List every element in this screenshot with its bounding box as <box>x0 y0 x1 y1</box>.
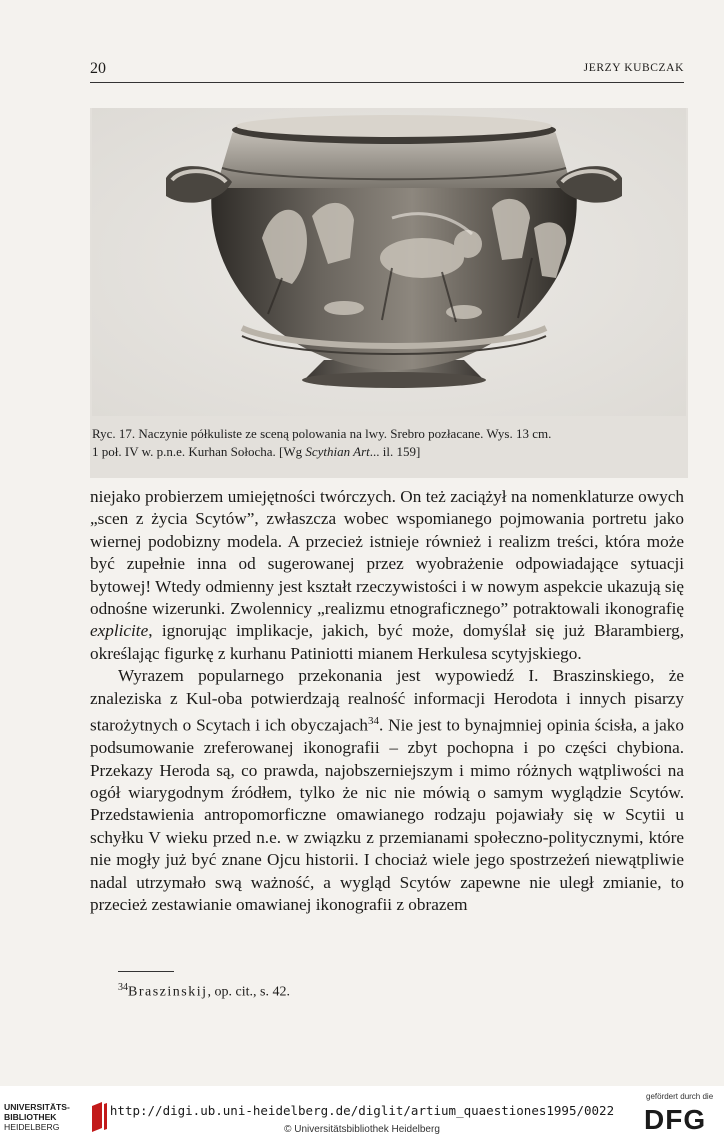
logo-text: HEIDELBERG <box>4 1122 60 1132</box>
permalink-url[interactable]: http://digi.ub.uni-heidelberg.de/diglit/artium_quaestiones1995/0022 <box>109 1103 615 1118</box>
bowl-illustration <box>92 108 686 416</box>
footnote-divider <box>118 971 174 972</box>
figure <box>90 108 688 478</box>
paragraph-text: niejako probierzem umiejętności twórczych. On też zaciążył na nomenklaturze owych „scen z życia Scytów”, zwłaszcza wobec wspomianego pojmowania portretu jako wiernej podobizny modela. A przecież istnieje również i realizm treści, która może być zupełnie inna od sugerowanej przez wyobrażenie odpowiadające sytuacji bytowej! Wtedy odmienny jest kształt rzeczywistości i w nowym aspekcie ukazują się odnośne wizerunki. Zwolennicy „realizmu etnograficznego” potraktowali ikonografię <box>90 487 684 619</box>
paragraph-text: . Nie jest to bynajmniej opinia ścisła, a jako podsumowanie zreferowanej ikonografii – zbyt pochopna i po części chybiona. Przekazy Heroda są, co prawda, najobszerniejszym i mimo różnych wątpliwości na ogół wiarygodnym źródłem, tylko że nic nie mówią o samym wyglądzie Scytów. Przedstawienia antropomorficzne omawianego rodzaju pojawiały się w Scytii u schyłku V wieku przed n.e. w związku z przemianami społeczno-politycznymi, które nie mogły już być znane Ojcu historii. I chociaż wiele jego spostrzeżeń niewątpliwie nadal utrzymało swą ważność, a wygląd Scytów zapewne nie uległ zmianie, to przecież zestawianie omawianej ikonografii z obrazem <box>90 715 684 915</box>
paragraph-text: Wyrazem popularnego przekonania jest wypowiedź I. Braszinskiego, że znaleziska z Kul-oba potwierdzają realność informacji Herodota i innych pisarzy starożytnych o Scytach i ich obyczajach <box>90 666 684 735</box>
footnote-author: Braszinskij <box>128 984 208 1000</box>
digitization-footer <box>0 1086 724 1142</box>
copyright-notice: © Universitätsbibliothek Heidelberg <box>284 1124 440 1135</box>
running-head-author: JERZY KUBCZAK <box>583 62 684 74</box>
paragraph-text: , ignorując implikacje, jakich, być może, domyślał się już Błarambierg, określając figurkę z kurhanu Patiniotti mianem Herkulesa scytyjskiego. <box>90 621 684 663</box>
caption-text: ... il. 159] <box>369 444 421 459</box>
logo-text: UNIVERSITÄTS- <box>4 1102 70 1112</box>
footnote-text: , op. cit., s. 42. <box>207 984 290 1000</box>
footnote-reference[interactable]: 34 <box>368 715 380 728</box>
footnote-34 <box>118 982 290 1001</box>
caption-text: 1 poł. IV w. p.n.e. Kurhan Sołocha. [Wg <box>92 444 306 459</box>
logo-text: BIBLIOTHEK <box>4 1112 57 1122</box>
paragraph-1 <box>90 486 684 665</box>
running-header <box>90 60 684 83</box>
dfg-logo-text: DFG <box>644 1104 707 1135</box>
figure-photo-silver-bowl <box>92 108 686 416</box>
figure-caption <box>92 425 684 461</box>
caption-line-1: Ryc. 17. Naczynie półkuliste ze sceną polowania na lwy. Srebro pozłacane. Wys. 13 cm. <box>92 426 552 441</box>
paragraph-2 <box>90 665 684 916</box>
caption-source-title: Scythian Art <box>305 444 370 459</box>
dfg-logo <box>640 1092 720 1140</box>
footnote-number: 34 <box>118 982 128 993</box>
page-number: 20 <box>90 60 106 77</box>
dfg-tagline: gefördert durch die <box>646 1092 714 1101</box>
italic-term: explicite <box>90 621 149 641</box>
caption-line-2 <box>92 443 684 461</box>
body-text <box>90 486 684 916</box>
